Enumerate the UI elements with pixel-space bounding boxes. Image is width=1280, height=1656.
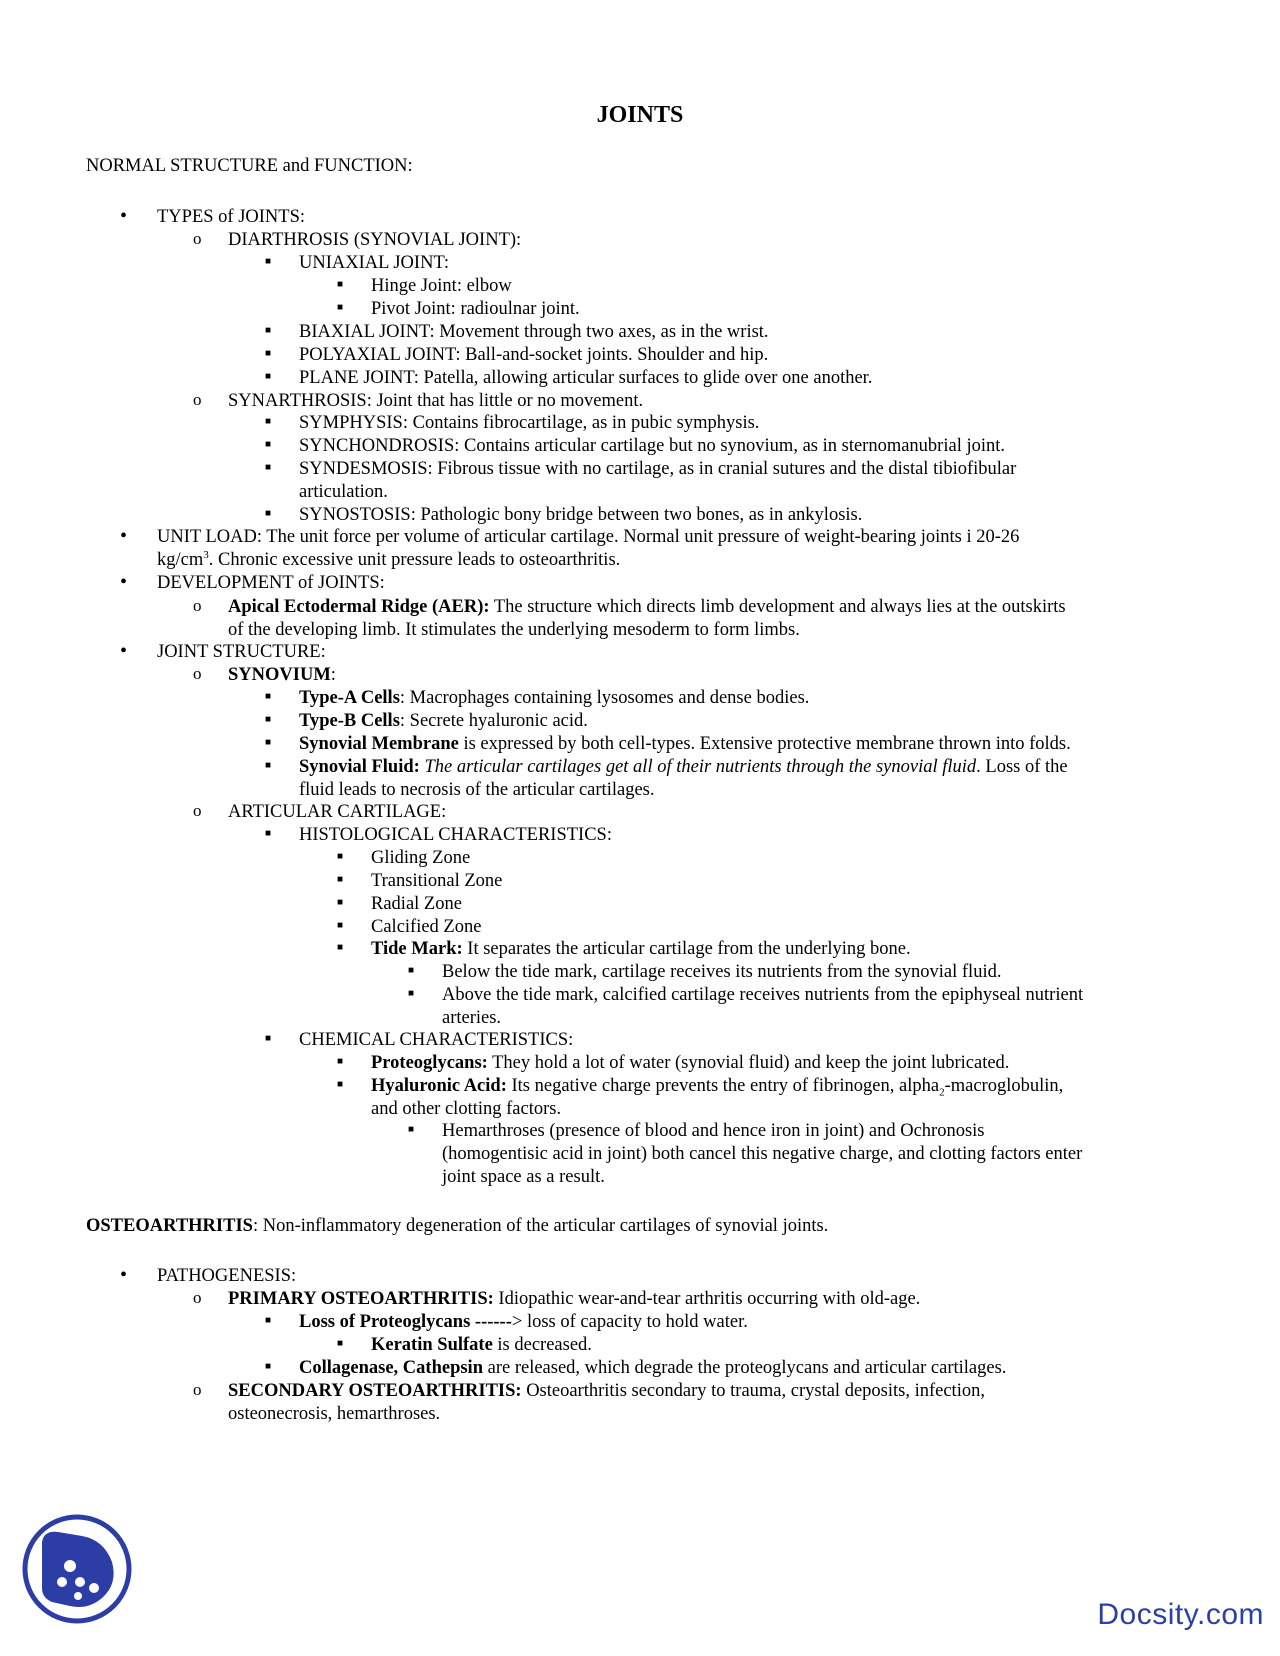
list-item-continuation: osteonecrosis, hemarthroses. — [228, 1404, 441, 1424]
list-item: Hyaluronic Acid: Its negative charge prevents the entry of fibrinogen, alpha$_2$-macroglobulin, — [371, 1076, 1064, 1099]
bullet-square: ■ — [337, 302, 344, 313]
list-item-continuation: $kg/cm^3$. Chronic excessive unit pressure leads to osteoarthritis. — [157, 548, 621, 570]
list-item: Above the tide mark, calcified cartilage receives nutrients from the epiphyseal nutrient — [442, 985, 1084, 1005]
bullet-square: ■ — [265, 1033, 272, 1044]
bullet-square: ■ — [408, 1124, 415, 1135]
list-item: PATHOGENESIS: — [157, 1266, 297, 1286]
bullet-square: ■ — [265, 737, 272, 748]
list-item: Below the tide mark, cartilage receives its nutrients from the synovial fluid. — [442, 962, 1002, 982]
bullet-square: ■ — [265, 1361, 272, 1372]
list-item: SYNDESMOSIS: Fibrous tissue with no cartilage, as in cranial sutures and the distal tibiofibular — [299, 459, 1017, 479]
docsity-logo-icon[interactable] — [22, 1514, 132, 1624]
list-item: ARTICULAR CARTILAGE: — [228, 802, 447, 822]
list-item: POLYAXIAL JOINT: Ball-and-socket joints. Shoulder and hip. — [299, 345, 769, 365]
list-item: Type-A Cells: Macrophages containing lysosomes and dense bodies. — [299, 688, 810, 708]
bullet-dot: • — [120, 640, 128, 662]
bullet-square: ■ — [408, 988, 415, 999]
bullet-square: ■ — [337, 1338, 344, 1349]
bullet-dot: • — [120, 571, 128, 593]
list-item: DEVELOPMENT of JOINTS: — [157, 573, 385, 593]
list-item: Synovial Fluid: The articular cartilages get all of their nutrients through the synovial fluid. Loss of the — [299, 757, 1068, 777]
list-item: SYMPHYSIS: Contains fibrocartilage, as in pubic symphysis. — [299, 413, 760, 433]
list-item: Loss of Proteoglycans ------> loss of capacity to hold water. — [299, 1312, 748, 1332]
bullet-square: ■ — [265, 256, 272, 267]
bullet-square: ■ — [337, 1056, 344, 1067]
bullet-square: ■ — [337, 874, 344, 885]
bullet-square: ■ — [337, 897, 344, 908]
list-item: Hinge Joint: elbow — [371, 276, 512, 296]
bullet-dot: • — [120, 525, 128, 547]
list-item: SYNOSTOSIS: Pathologic bony bridge between two bones, as in ankylosis. — [299, 505, 863, 525]
list-item-continuation: fluid leads to necrosis of the articular cartilages. — [299, 780, 655, 800]
list-item: PLANE JOINT: Patella, allowing articular surfaces to glide over one another. — [299, 368, 873, 388]
list-item: DIARTHROSIS (SYNOVIAL JOINT): — [228, 230, 522, 250]
list-item-continuation: arteries. — [442, 1008, 502, 1028]
bullet-square: ■ — [337, 920, 344, 931]
bullet-square: ■ — [265, 416, 272, 427]
bullet-circle: o — [193, 664, 202, 683]
bullet-square: ■ — [265, 348, 272, 359]
list-item: Collagenase, Cathepsin are released, which degrade the proteoglycans and articular cartilages. — [299, 1358, 1007, 1378]
list-item: Calcified Zone — [371, 917, 482, 937]
list-item: SYNOVIUM: — [228, 665, 336, 685]
list-item-continuation: (homogentisic acid in joint) both cancel this negative charge, and clotting factors enter — [442, 1144, 1083, 1164]
list-item: UNIAXIAL JOINT: — [299, 253, 449, 273]
list-item: SECONDARY OSTEOARTHRITIS: Osteoarthritis secondary to trauma, crystal deposits, infection, — [228, 1381, 985, 1401]
list-item: Radial Zone — [371, 894, 462, 914]
page-title: JOINTS — [596, 102, 684, 128]
list-item: PRIMARY OSTEOARTHRITIS: Idiopathic wear-and-tear arthritis occurring with old-age. — [228, 1289, 921, 1309]
bullet-square: ■ — [337, 279, 344, 290]
list-item-continuation: articulation. — [299, 482, 388, 502]
list-item: Apical Ectodermal Ridge (AER): The structure which directs limb development and always lies at the outskirts — [228, 597, 1066, 617]
list-item: SYNARTHROSIS: Joint that has little or no movement. — [228, 391, 644, 411]
list-item-continuation: joint space as a result. — [442, 1167, 605, 1187]
bullet-square: ■ — [337, 1079, 344, 1090]
section-heading-normal-structure: NORMAL STRUCTURE and FUNCTION: — [86, 156, 413, 176]
list-item: UNIT LOAD: The unit force per volume of articular cartilage. Normal unit pressure of weight-bearing joints i 20-26 — [157, 527, 1020, 547]
list-item-continuation: and other clotting factors. — [371, 1099, 562, 1119]
bullet-square: ■ — [265, 508, 272, 519]
bullet-square: ■ — [265, 1315, 272, 1326]
bullet-circle: o — [193, 229, 202, 248]
list-item: Hemarthroses (presence of blood and hence iron in joint) and Ochronosis — [442, 1121, 985, 1141]
bullet-square: ■ — [265, 439, 272, 450]
bullet-square: ■ — [265, 462, 272, 473]
list-item: Synovial Membrane is expressed by both cell-types. Extensive protective membrane thrown into folds. — [299, 734, 1071, 754]
list-item: Transitional Zone — [371, 871, 503, 891]
bullet-square: ■ — [337, 851, 344, 862]
list-item: JOINT STRUCTURE: — [157, 642, 326, 662]
bullet-square: ■ — [265, 325, 272, 336]
bullet-square: ■ — [265, 760, 272, 771]
bullet-circle: o — [193, 1288, 202, 1307]
bullet-square: ■ — [265, 828, 272, 839]
section-heading-osteoarthritis: OSTEOARTHRITIS: Non-inflammatory degeneration of the articular cartilages of synovial joints. — [86, 1216, 829, 1236]
bullet-dot: • — [120, 205, 128, 227]
list-item: TYPES of JOINTS: — [157, 207, 306, 227]
bullet-circle: o — [193, 801, 202, 820]
list-item: CHEMICAL CHARACTERISTICS: — [299, 1030, 574, 1050]
bullet-square: ■ — [265, 371, 272, 382]
bullet-square: ■ — [265, 691, 272, 702]
list-item: SYNCHONDROSIS: Contains articular cartilage but no synovium, as in sternomanubrial joint. — [299, 436, 1005, 456]
list-item: Pivot Joint: radioulnar joint. — [371, 299, 580, 319]
bullet-circle: o — [193, 1380, 202, 1399]
list-item: Keratin Sulfate is decreased. — [371, 1335, 592, 1355]
bullet-square: ■ — [337, 942, 344, 953]
list-item: BIAXIAL JOINT: Movement through two axes, as in the wrist. — [299, 322, 769, 342]
list-item: HISTOLOGICAL CHARACTERISTICS: — [299, 825, 612, 845]
bullet-dot: • — [120, 1264, 128, 1286]
bullet-square: ■ — [408, 965, 415, 976]
bullet-square: ■ — [265, 714, 272, 725]
docsity-brand-link[interactable]: Docsity.com — [1097, 1598, 1264, 1631]
list-item: Type-B Cells: Secrete hyaluronic acid. — [299, 711, 588, 731]
list-item-continuation: of the developing limb. It stimulates the underlying mesoderm to form limbs. — [228, 620, 800, 640]
bullet-circle: o — [193, 390, 202, 409]
bullet-circle: o — [193, 596, 202, 615]
list-item: Tide Mark: It separates the articular cartilage from the underlying bone. — [371, 939, 911, 959]
list-item: Proteoglycans: They hold a lot of water (synovial fluid) and keep the joint lubricated. — [371, 1053, 1010, 1073]
list-item: Gliding Zone — [371, 848, 471, 868]
